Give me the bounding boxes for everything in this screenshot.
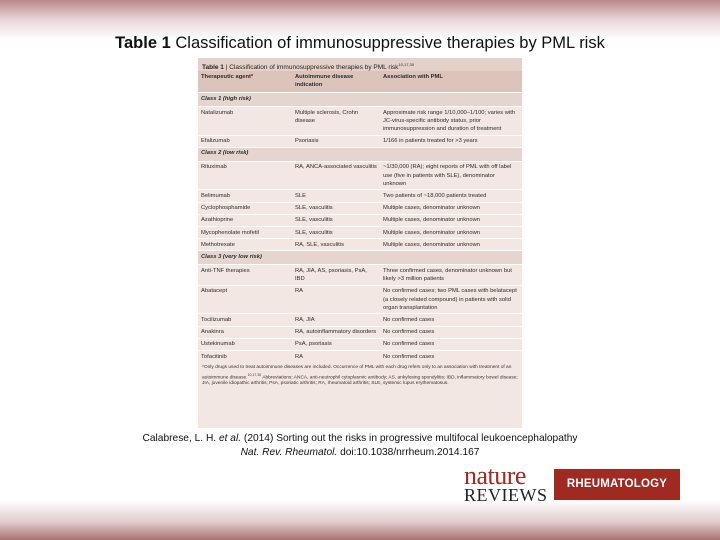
table-row xyxy=(198,285,522,314)
pml-risk-table xyxy=(198,58,522,428)
row-association: Multiple cases, denominator unknown xyxy=(380,202,522,214)
table-row xyxy=(198,202,522,214)
row-indication: RA, JIA xyxy=(292,314,380,326)
row-indication: RA, SLE, vasculitis xyxy=(292,239,380,251)
table-row xyxy=(198,351,522,363)
class-2-row xyxy=(198,147,522,161)
citation-journal: Nat. Rev. Rheumatol. xyxy=(240,447,338,458)
row-association: ~1/30,000 (RA); eight reports of PML with off label use (five in patients with SLE), denominator unknown xyxy=(380,161,522,190)
footnote-abbreviations: Abbreviations: ANCA, anti-neutrophil cytoplasmic antibody; AS, ankylosing spondylitis; IBD, inflammatory bowel disease; JIA, juvenile idiopathic arthritis; PsA, psoriatic arthritis; RA, rheumatoid arthritis; SLE, systemic lupus erythematosus. xyxy=(202,375,518,387)
row-association: Two patients of ~18,000 patients treated xyxy=(380,190,522,202)
row-indication: Psoriasis xyxy=(292,135,380,147)
citation-line-1 xyxy=(0,432,720,446)
row-indication: PsA, psoriasis xyxy=(292,338,380,350)
row-agent: Tocilizumab xyxy=(198,314,292,326)
row-indication: SLE, vasculitis xyxy=(292,214,380,226)
row-agent: Tofacitinib xyxy=(198,351,292,363)
row-agent: Mycophenolate mofetil xyxy=(198,227,292,239)
table-row xyxy=(198,326,522,338)
table-row xyxy=(198,239,522,251)
row-association: 1/166 in patients treated for >3 years xyxy=(380,135,522,147)
table-body xyxy=(198,71,522,362)
class-3-label: Class 3 (very low risk) xyxy=(198,251,522,265)
table-row xyxy=(198,338,522,350)
citation-line-2 xyxy=(0,446,720,460)
citation-authors: Calabrese, L. H. xyxy=(142,433,217,444)
row-association: Three confirmed cases, denominator unknown but likely >3 million patients xyxy=(380,265,522,285)
logo-nature-word: nature xyxy=(464,461,526,490)
row-association: No confirmed cases; two PML cases with belatacept (a closely related compound) in patients with solid organ transplantation xyxy=(380,285,522,314)
citation xyxy=(0,432,720,460)
logo-reviews-word: REVIEWS xyxy=(464,485,548,505)
row-indication: SLE, vasculitis xyxy=(292,202,380,214)
table-row xyxy=(198,107,522,136)
row-indication: RA xyxy=(292,285,380,314)
table-caption-text: Classification of immunosuppressive therapies by PML risk xyxy=(229,64,399,72)
row-agent: Belimumab xyxy=(198,190,292,202)
table-footnote xyxy=(198,362,522,389)
row-association: Approximate risk range 1/10,000–1/100; varies with JC-virus-specific antibody status, prior immunosuppression and duration of treatment xyxy=(380,107,522,136)
row-indication: SLE xyxy=(292,190,380,202)
row-agent: Efalizumab xyxy=(198,135,292,147)
logo-rheumatology-badge: RHEUMATOLOGY xyxy=(554,469,680,500)
footnote-text: *Only drugs used to treat autoimmune diseases are included. Occurrence of PML with each drug refers only to an association with treatment of an autoimmune disease. xyxy=(202,365,512,381)
slide-title xyxy=(0,34,720,53)
row-association: No confirmed cases xyxy=(380,314,522,326)
class-1-label: Class 1 (high risk) xyxy=(198,93,522,107)
table-row xyxy=(198,161,522,190)
row-agent: Natalizumab xyxy=(198,107,292,136)
table-header-row xyxy=(198,71,522,93)
row-agent: Abatacept xyxy=(198,285,292,314)
header-therapeutic-agent: Therapeutic agent* xyxy=(198,71,292,93)
class-2-label: Class 2 (low risk) xyxy=(198,147,522,161)
row-indication: Multiple sclerosis, Crohn disease xyxy=(292,107,380,136)
row-association: No confirmed cases xyxy=(380,326,522,338)
table-caption-separator: | xyxy=(225,64,228,72)
table-row xyxy=(198,135,522,147)
citation-title: (2014) Sorting out the risks in progressive multifocal leukoencephalopathy xyxy=(243,433,578,444)
row-agent: Ustekinumab xyxy=(198,338,292,350)
row-association: Multiple cases, denominator unknown xyxy=(380,214,522,226)
table-caption-label: Table 1 xyxy=(202,64,224,72)
table-caption xyxy=(198,58,522,71)
row-agent: Cyclophosphamide xyxy=(198,202,292,214)
table-caption-refs: 10,17,30 xyxy=(398,62,415,67)
row-agent: Anti-TNF therapies xyxy=(198,265,292,285)
row-agent: Rituximab xyxy=(198,161,292,190)
table-row xyxy=(198,190,522,202)
header-pml-association: Association with PML xyxy=(380,71,522,93)
nature-reviews-logo xyxy=(464,461,680,505)
row-indication: RA, JIA, AS, psoriasis, PsA, IBD xyxy=(292,265,380,285)
class-3-row xyxy=(198,251,522,265)
row-association: No confirmed cases xyxy=(380,351,522,363)
slide-title-label: Table 1 xyxy=(115,34,171,52)
citation-doi: doi:10.1038/nrrheum.2014.167 xyxy=(340,447,480,458)
row-agent: Azathioprine xyxy=(198,214,292,226)
table-row xyxy=(198,227,522,239)
row-indication: RA xyxy=(292,351,380,363)
row-association: Multiple cases, denominator unknown xyxy=(380,227,522,239)
row-indication: SLE, vasculitis xyxy=(292,227,380,239)
citation-et-al: et al. xyxy=(218,433,242,444)
table-row xyxy=(198,265,522,285)
footnote-refs: 10,17,30 xyxy=(247,372,262,377)
row-association: No confirmed cases xyxy=(380,338,522,350)
row-agent: Methotrexate xyxy=(198,239,292,251)
row-association: Multiple cases, denominator unknown xyxy=(380,239,522,251)
row-indication: RA, autoinflammatory disorders xyxy=(292,326,380,338)
class-1-row xyxy=(198,93,522,107)
table-row xyxy=(198,214,522,226)
header-disease-indication: Autoimmune disease indication xyxy=(292,71,380,93)
table-row xyxy=(198,314,522,326)
row-agent: Anakinra xyxy=(198,326,292,338)
slide-title-text: Classification of immunosuppressive therapies by PML risk xyxy=(175,34,605,52)
row-indication: RA, ANCA-associated vasculitis xyxy=(292,161,380,190)
